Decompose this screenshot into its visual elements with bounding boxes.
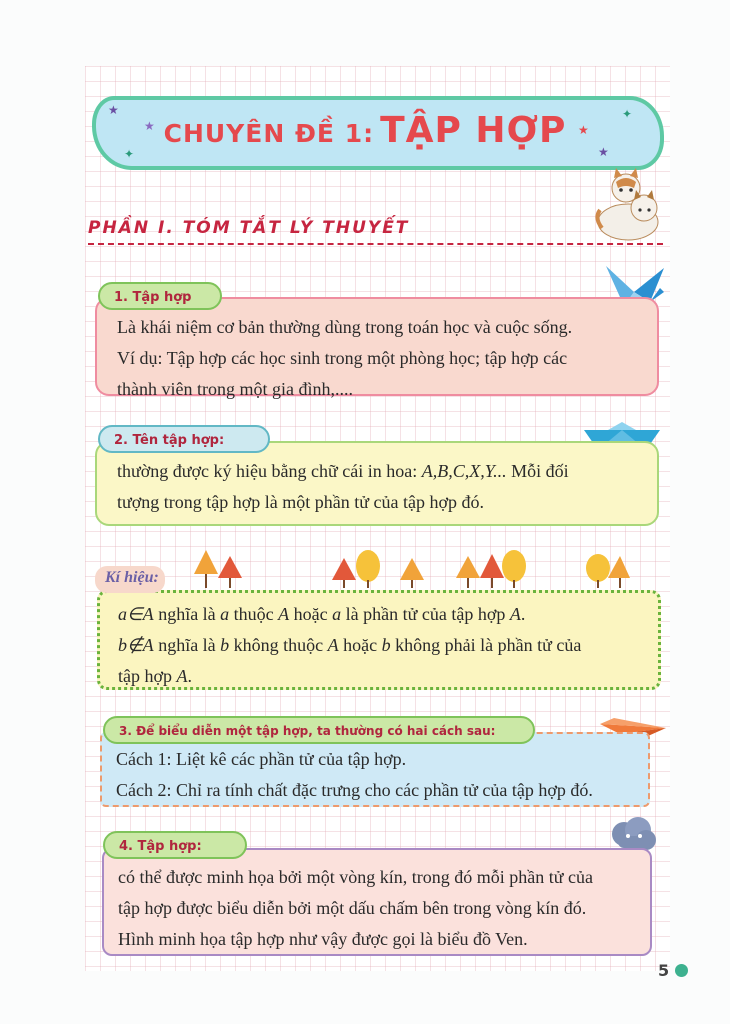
text-line: Cách 1: Liệt kê các phần tử của tập hợp. — [116, 749, 407, 769]
text-line: Cách 2: Chỉ ra tính chất đặc trưng cho các phần tử của tập hợp đó. — [116, 780, 593, 800]
autumn-tree-icon — [190, 548, 630, 590]
math-symbol: b — [381, 635, 391, 655]
text-segment: là phần tử của tập hợp — [345, 604, 506, 624]
math-symbol: b∉A — [118, 635, 154, 655]
math-symbol: A — [509, 604, 521, 624]
text-segment: . — [187, 666, 193, 686]
math-symbol: A — [176, 666, 188, 686]
concept-label: 1. Tập hợp — [98, 282, 222, 310]
text-segment: tập hợp — [118, 666, 173, 686]
text-line: có thể được minh họa bởi một vòng kín, trong đó mỗi phần tử của — [118, 867, 593, 887]
text-line — [117, 456, 657, 487]
star-icon: ★ — [598, 145, 609, 159]
section-heading: PHẦN I. TÓM TẮT LÝ THUYẾT — [88, 218, 410, 238]
venn-diagram-label: 4. Tập hợp: — [103, 831, 247, 859]
math-symbol: a — [220, 604, 230, 624]
text-line: Ví dụ: Tập hợp các học sinh trong một phòng học; tập hợp các — [117, 348, 568, 368]
star-icon: ★ — [108, 103, 119, 117]
cat-illustration-icon — [594, 168, 668, 244]
title-prefix: CHUYÊN ĐỀ 1: — [163, 119, 375, 148]
page-number: 5 — [658, 961, 670, 980]
text-segment: không thuộc — [233, 635, 324, 655]
text-line: tượng trong tập hợp là một phần tử của tập hợp đó. — [117, 492, 485, 512]
text-line: Là khái niệm cơ bản thường dùng trong toán học và cuộc sống. — [117, 317, 573, 337]
representation-label: 3. Để biểu diễn một tập hợp, ta thường có hai cách sau: — [103, 716, 535, 744]
text-segment: thường được ký hiệu bằng chữ cái in hoa: — [117, 461, 418, 481]
set-name-box — [95, 441, 659, 526]
venn-diagram-box — [102, 848, 652, 956]
star-icon: ✦ — [124, 147, 135, 161]
text-line: thành viên trong một gia đình,.... — [117, 379, 353, 399]
math-symbol: A — [327, 635, 339, 655]
set-name-label: 2. Tên tập hợp: — [98, 425, 270, 453]
text-line: Hình minh họa tập hợp như vậy được gọi là biểu đồ Ven. — [118, 929, 528, 949]
page-title — [0, 107, 730, 151]
math-symbol: a — [332, 604, 342, 624]
star-icon: ★ — [144, 119, 155, 133]
text-segment: thuộc — [233, 604, 274, 624]
text-line — [118, 630, 658, 661]
text-segment: hoặc — [293, 604, 328, 624]
text-line: tập hợp được biểu diễn bởi một dấu chấm bên trong vòng kín đó. — [118, 898, 587, 918]
star-icon: ★ — [578, 123, 589, 137]
concept-box — [95, 297, 659, 399]
page-number-dot — [675, 964, 688, 977]
math-symbol: a∈A — [118, 604, 154, 624]
star-icon: ✦ — [622, 107, 633, 121]
text-segment: Mỗi đối — [511, 461, 569, 481]
heading-underline — [88, 243, 663, 245]
math-symbol: A — [278, 604, 290, 624]
math-symbols: A,B,C,X,Y... — [421, 461, 507, 481]
text-segment: . — [520, 604, 526, 624]
text-line — [118, 661, 658, 692]
text-line — [118, 599, 658, 630]
title-main: TẬP HỢP — [380, 110, 567, 151]
notation-label: Kí hiệu: — [95, 566, 165, 593]
text-segment: hoặc — [343, 635, 378, 655]
text-segment: nghĩa là — [158, 604, 216, 624]
text-segment: không phải là phần tử của — [395, 635, 582, 655]
text-segment: nghĩa là — [158, 635, 216, 655]
notation-box — [97, 590, 661, 690]
math-symbol: b — [220, 635, 230, 655]
